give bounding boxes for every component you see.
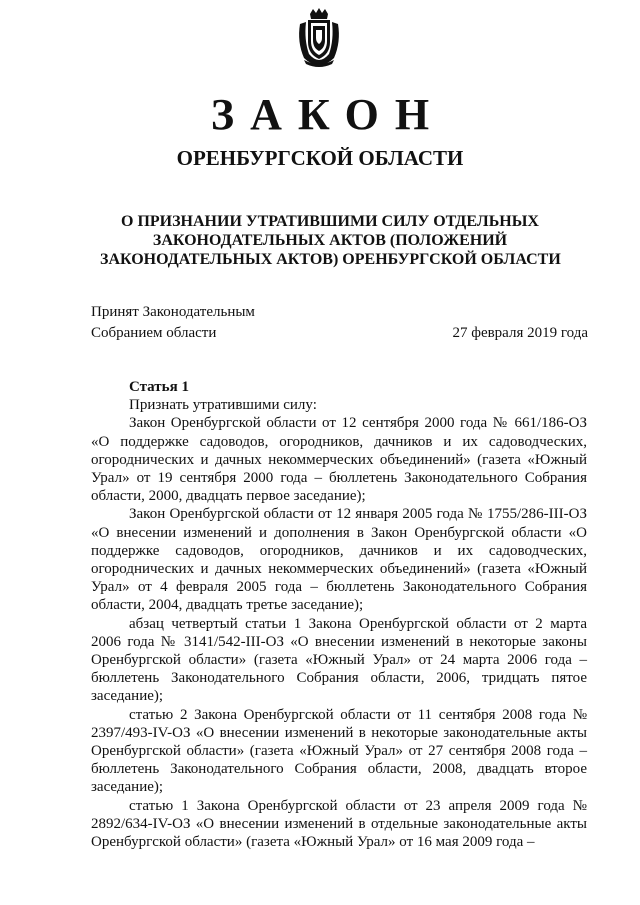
article-paragraph: статью 1 Закона Оренбургской области от 23 апреля 2009 года № 2892/634-IV-ОЗ «О внесении изменений в отдельные законодательные акты Оренбургской области» (газета «Южный Урал» от 16 мая 2009 года –	[91, 797, 587, 851]
document-title: ЗАКОН	[210, 90, 446, 139]
region-subtitle: ОРЕНБУРГСКОЙ ОБЛАСТИ	[176, 146, 464, 170]
article-paragraph: Закон Оренбургской области от 12 января 2005 года № 1755/286-III-ОЗ «О внесении изменений и дополнения в Закон Оренбургской области «О поддержке садоводов, огородников, дачников и их садоводческих, огороднических и дачных некоммерческих объединений» (газета «Южный Урал» от 4 февраля 2005 года – бюллетень Законодательного Собрания области, 2004, двадцать третье заседание);	[91, 506, 587, 614]
heading-line: ЗАКОНОДАТЕЛЬНЫХ АКТОВ (ПОЛОЖЕНИЙ	[152, 232, 508, 249]
adoption-date: 27 февраля 2019 года	[452, 325, 588, 341]
heading-line: ЗАКОНОДАТЕЛЬНЫХ АКТОВ) ОРЕНБУРГСКОЙ ОБЛАСТИ	[100, 251, 561, 268]
article-paragraph: статью 2 Закона Оренбургской области от 11 сентября 2008 года № 2397/493-IV-ОЗ «О внесении изменений в некоторые законодательные акты Оренбургской области» (газета «Южный Урал» от 27 сентября 2008 года – бюллетень Законодательного Собрания области, 2008, двадцать второе заседание);	[91, 706, 587, 796]
article-body	[91, 378, 587, 851]
adoption-line-1: Принят Законодательным	[91, 304, 255, 320]
heading-line: О ПРИЗНАНИИ УТРАТИВШИМИ СИЛУ ОТДЕЛЬНЫХ	[121, 213, 539, 230]
law-heading	[100, 212, 560, 269]
article-paragraph: Закон Оренбургской области от 12 сентября 2000 года № 661/186-ОЗ «О поддержке садоводов, огородников, дачников и их садоводческих, огороднических и дачных некоммерческих объединений» (газета «Южный Урал» от 19 сентября 2000 года – бюллетень Законодательного Собрания области, 2000, двадцать первое заседание);	[91, 415, 587, 505]
article-paragraph: абзац четвертый статьи 1 Закона Оренбургской области от 2 марта 2006 года № 3141/542-III-ОЗ «О внесении изменений в некоторые законы Оренбургской области» (газета «Южный Урал» от 24 марта 2006 года – бюллетень Законодательного Собрания области, 2006, тридцать пятое заседание);	[91, 615, 587, 705]
article-title: Статья 1	[129, 379, 189, 395]
coat-of-arms-icon	[296, 8, 342, 68]
article-intro: Признать утратившими силу:	[129, 397, 317, 414]
adoption-line-2: Собранием области	[91, 325, 217, 341]
adoption-note	[91, 302, 255, 344]
